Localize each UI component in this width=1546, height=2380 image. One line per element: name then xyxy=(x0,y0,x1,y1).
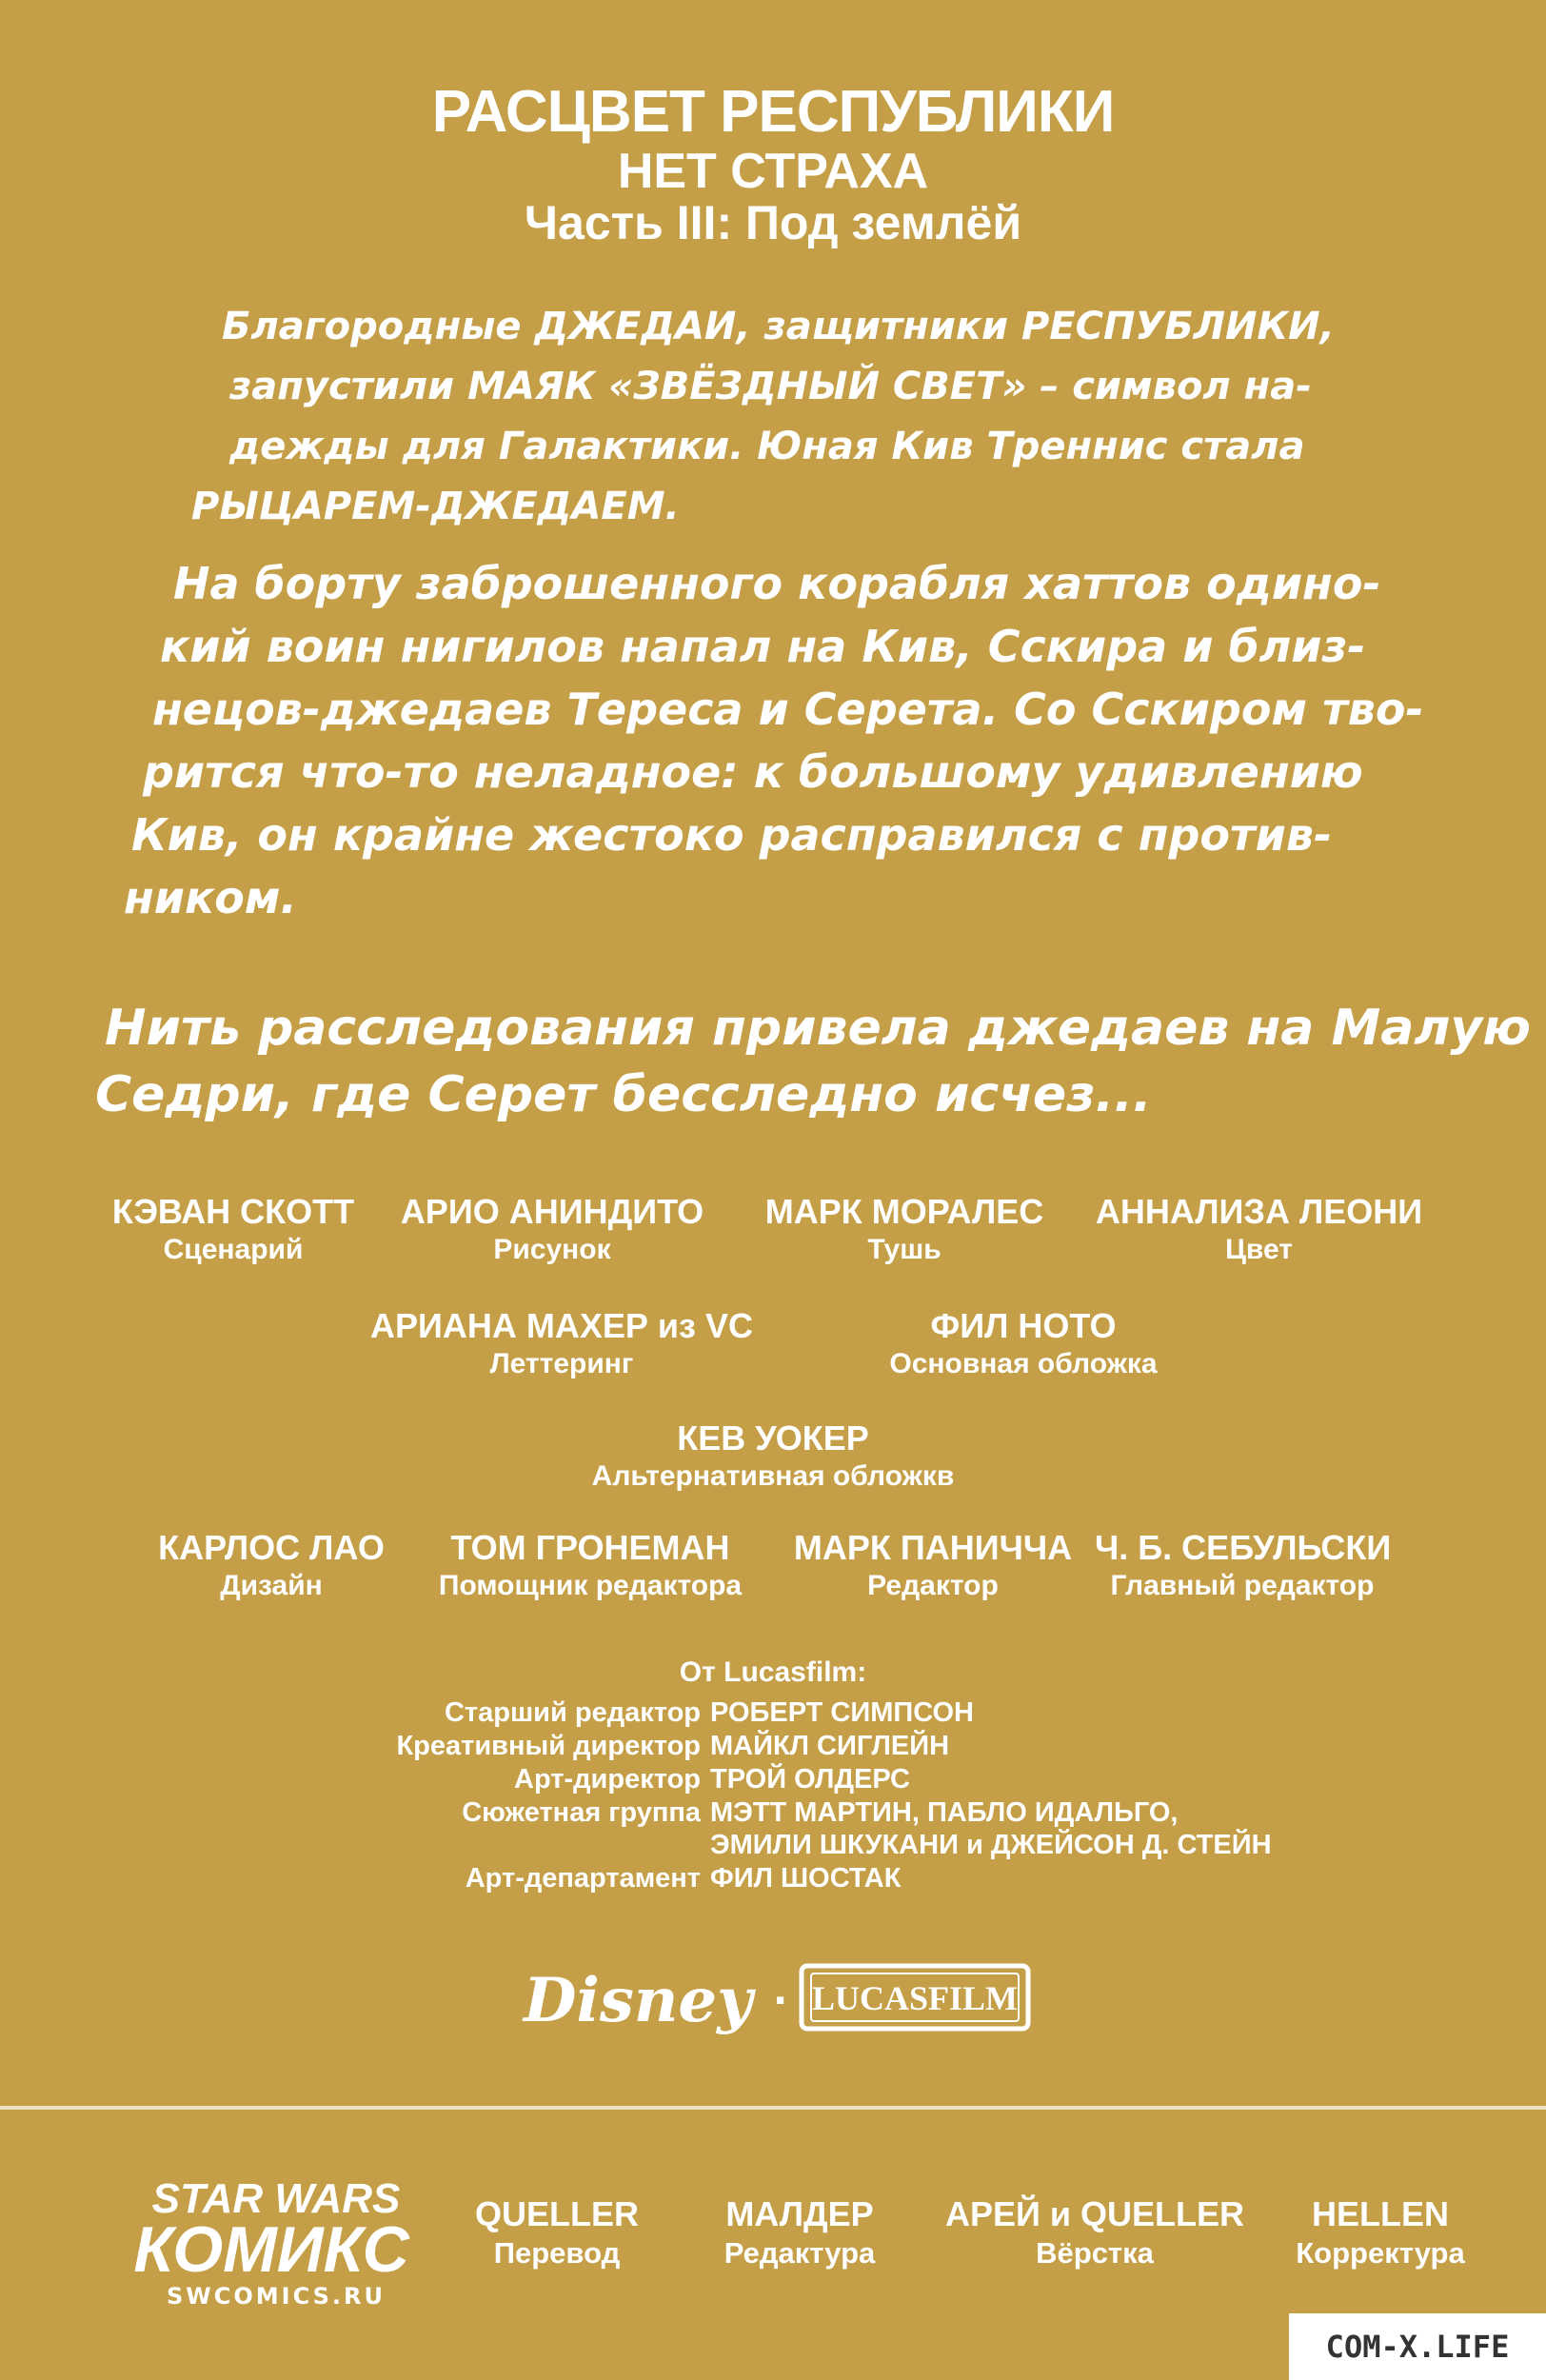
lucasfilm-label: Старший редактор xyxy=(444,1697,701,1728)
crawl-line: Седри, где Серет бесследно исчез... xyxy=(95,1066,1152,1123)
credit-colorist xyxy=(1080,1192,1437,1266)
credit-role: Цвет xyxy=(1225,1234,1293,1265)
credit-name: КЭВАН СКОТТ xyxy=(111,1192,355,1231)
credit-role: Альтернативная обложкв xyxy=(591,1460,955,1492)
crawl-paragraph-3 xyxy=(95,995,1531,1128)
credit-designer xyxy=(138,1528,405,1602)
credit-role: Редактор xyxy=(867,1570,999,1601)
credit-editor xyxy=(781,1528,1085,1602)
crawl-line: РЫЦАРЕМ-ДЖЕДАЕМ. xyxy=(191,485,680,528)
lucasfilm-row xyxy=(0,1697,1546,1730)
crawl-line: рится что-то неладное: к большому удивлению xyxy=(143,746,1363,798)
lucasfilm-value: ТРОЙ ОЛДЕРС xyxy=(710,1764,910,1795)
credit-name: ТОМ ГРОНЕМАН xyxy=(450,1528,730,1567)
lucasfilm-value: МЭТТ МАРТИН, ПАБЛО ИДАЛЬГО, xyxy=(710,1797,1179,1828)
credit-name: ФИЛ НОТО xyxy=(930,1306,1117,1345)
section-divider xyxy=(0,2106,1546,2110)
lucasfilm-row xyxy=(0,1764,1546,1796)
crawl-line: запустили МАЯК «ЗВЁЗДНЫЙ СВЕТ» – символ на- xyxy=(229,365,1312,408)
story-title: НЕТ СТРАХА xyxy=(617,144,929,199)
lucasfilm-value: ЭМИЛИ ШКУКАНИ и ДЖЕЙСОН Д. СТЕЙН xyxy=(710,1830,1272,1860)
credit-role: Главный редактор xyxy=(1110,1570,1375,1601)
credit-role: Рисунок xyxy=(493,1234,611,1265)
credit-name: МАРК ПАНИЧЧА xyxy=(793,1528,1073,1567)
logo-top-text: STAR WARS xyxy=(151,2175,401,2222)
team-translator xyxy=(457,2194,657,2271)
credit-name: АРИО АНИНДИТО xyxy=(400,1192,704,1231)
credit-name: АННАЛИЗА ЛЕОНИ xyxy=(1095,1192,1423,1231)
credit-penciler xyxy=(381,1192,723,1266)
credit-assistant-editor xyxy=(419,1528,762,1602)
team-name: QUELLER xyxy=(474,2194,639,2233)
credit-writer xyxy=(90,1192,376,1266)
credit-role: Дизайн xyxy=(220,1570,323,1601)
credit-inker xyxy=(743,1192,1066,1266)
crawl-line: Нить расследования привела джедаев на Малую xyxy=(105,1000,1531,1057)
lucasfilm-row xyxy=(0,1863,1546,1895)
crawl-paragraph-1 xyxy=(186,297,1357,537)
site-watermark: COM-X.LIFE xyxy=(1289,2313,1546,2380)
lucasfilm-row xyxy=(0,1731,1546,1763)
swcomics-logo xyxy=(95,2171,447,2313)
lucasfilm-heading: От Lucasfilm: xyxy=(679,1656,867,1688)
lucasfilm-label: Арт-директор xyxy=(514,1764,701,1795)
crawl-line: На борту заброшенного корабля хаттов одино- xyxy=(173,558,1381,609)
credit-editor-in-chief xyxy=(1095,1528,1390,1602)
crawl-line: кий воин нигилов напал на Кив, Сскира и близ- xyxy=(160,621,1366,672)
lucasfilm-value: МАЙКЛ СИГЛЕЙН xyxy=(710,1731,950,1761)
lucasfilm-value: ФИЛ ШОСТАК xyxy=(710,1863,902,1894)
crawl-line: Кив, он крайне жестоко расправился с против- xyxy=(131,809,1333,861)
logo-url-text: SWCOMICS.RU xyxy=(166,2283,386,2310)
credit-name: МАРК МОРАЛЕС xyxy=(764,1192,1044,1231)
lucasfilm-label: Креативный директор xyxy=(396,1731,701,1761)
credit-variant-cover xyxy=(535,1418,1011,1493)
crawl-paragraph-2 xyxy=(124,552,1428,929)
crawl-line: дежды для Галактики. Юная Кив Треннис стала xyxy=(229,425,1305,468)
series-title: РАСЦВЕТ РЕСПУБЛИКИ xyxy=(431,79,1115,145)
team-layout xyxy=(942,2194,1247,2271)
credit-name: Ч. Б. СЕБУЛЬСКИ xyxy=(1095,1528,1392,1567)
part-title: Часть III: Под землёй xyxy=(524,196,1022,249)
publisher-logos xyxy=(514,1947,1047,2052)
team-name: HELLEN xyxy=(1312,2194,1449,2233)
lucasfilm-logo xyxy=(802,1966,1028,2029)
credit-name: КАРЛОС ЛАО xyxy=(158,1528,385,1567)
credit-name: АРИАНА МАХЕР из VC xyxy=(370,1306,753,1345)
team-name: АРЕЙ и QUELLER xyxy=(944,2194,1245,2233)
logo-separator: · xyxy=(773,1979,788,2023)
team-role: Корректура xyxy=(1296,2236,1465,2270)
credit-name: КЕВ УОКЕР xyxy=(677,1418,869,1458)
lucasfilm-logo-text: LUCASFILM xyxy=(811,1979,1019,2017)
credit-role: Леттеринг xyxy=(489,1348,634,1379)
credit-role: Сценарий xyxy=(163,1234,304,1265)
credit-main-cover xyxy=(847,1306,1199,1380)
team-name: МАЛДЕР xyxy=(725,2194,874,2233)
lucasfilm-value: РОБЕРТ СИМПСОН xyxy=(710,1697,974,1728)
team-editor xyxy=(695,2194,904,2271)
crawl-line: ником. xyxy=(124,872,297,923)
credit-role: Тушь xyxy=(867,1234,941,1265)
crawl-line: нецов-джедаев Тереса и Серета. Со Сскиром тво- xyxy=(152,684,1424,735)
lucasfilm-row xyxy=(0,1797,1546,1830)
logo-main-text: КОМИКС xyxy=(133,2213,409,2286)
lucasfilm-label: Арт-департамент xyxy=(465,1863,701,1894)
team-role: Перевод xyxy=(493,2236,621,2270)
team-role: Редактура xyxy=(723,2236,876,2270)
credit-role: Основная обложка xyxy=(889,1348,1158,1379)
crawl-line: Благородные ДЖЕДАИ, защитники РЕСПУБЛИКИ, xyxy=(222,305,1335,348)
lucasfilm-label: Сюжетная группа xyxy=(462,1797,701,1828)
credit-role: Помощник редактора xyxy=(438,1570,743,1601)
team-role: Вёрстка xyxy=(1036,2236,1154,2270)
credit-letterer xyxy=(343,1306,781,1380)
lucasfilm-row xyxy=(0,1830,1546,1862)
disney-logo: Disney xyxy=(524,1965,753,2036)
team-proofreader xyxy=(1266,2194,1495,2271)
